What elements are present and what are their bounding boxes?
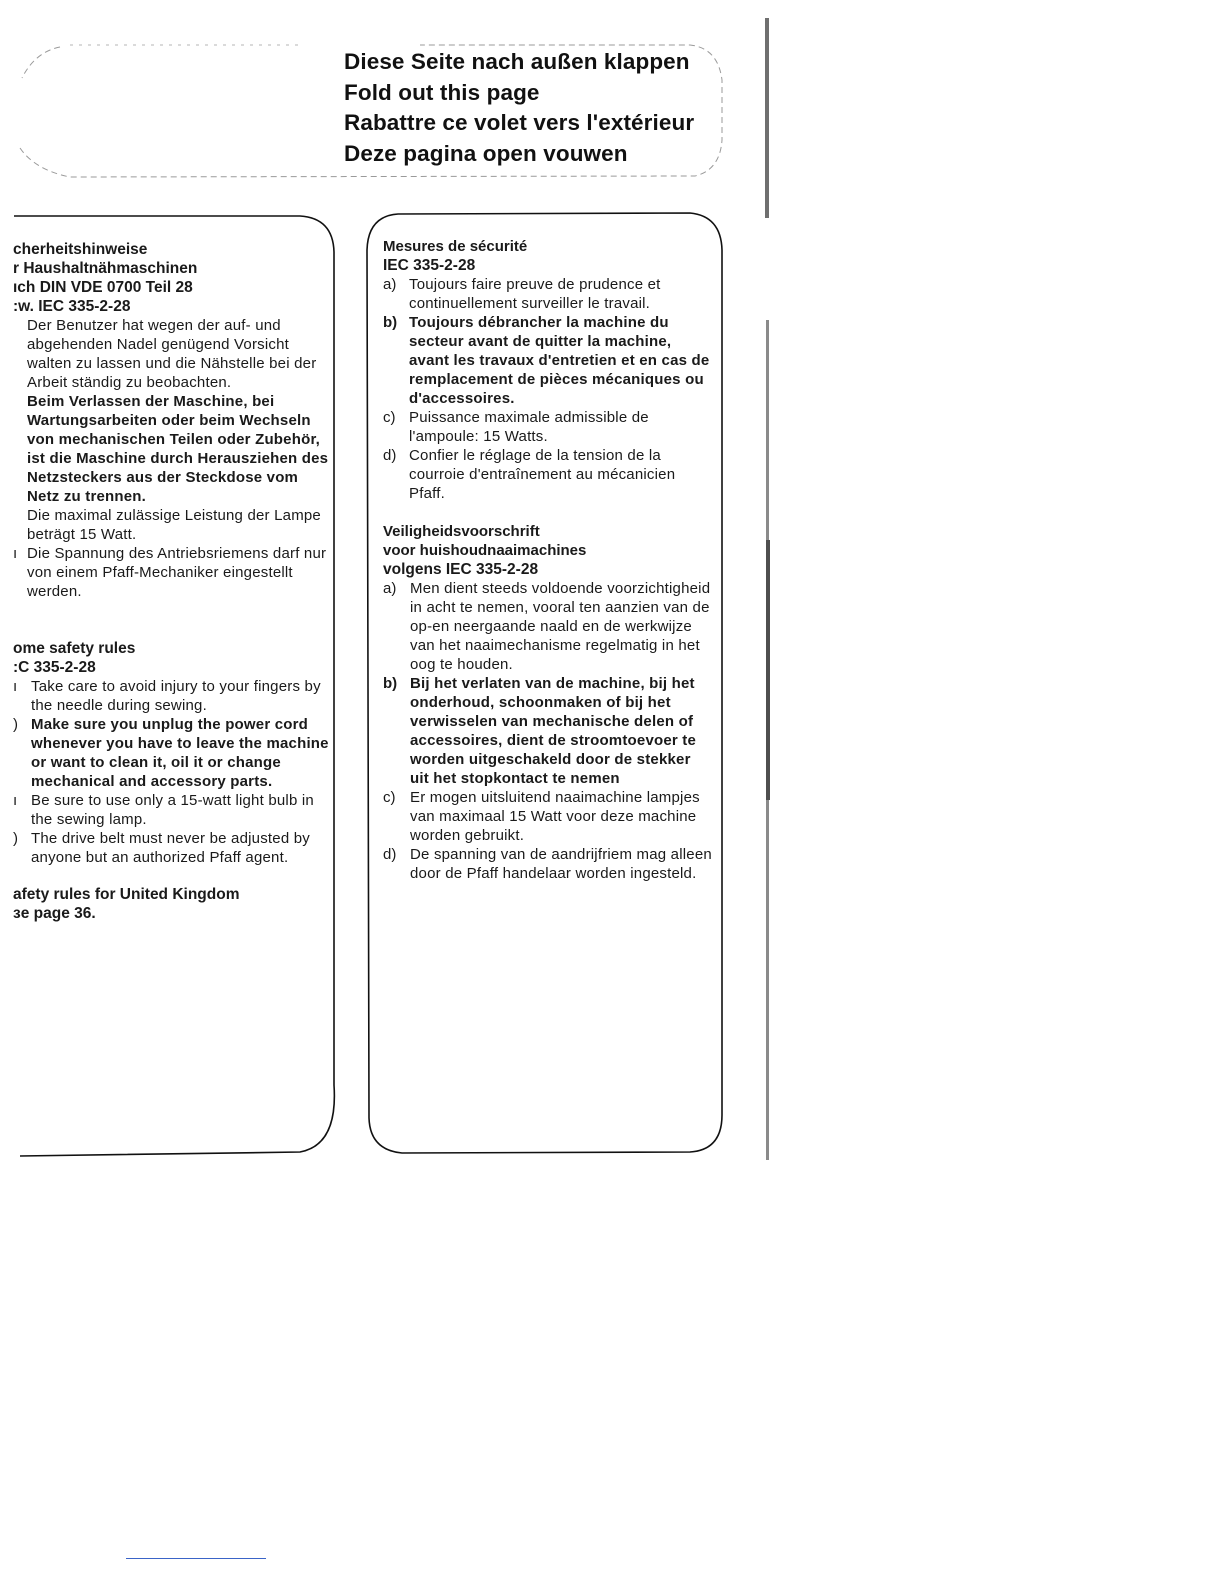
german-heading-line: cherheitshinweise bbox=[13, 241, 148, 258]
german-rule-b bbox=[13, 392, 331, 506]
german-rule-d bbox=[13, 544, 331, 601]
rule-marker: ) bbox=[13, 716, 18, 733]
german-heading-line: ıch DIN VDE 0700 Teil 28 bbox=[13, 279, 193, 296]
rule-marker: ı bbox=[13, 678, 18, 695]
scan-edge-dark bbox=[766, 540, 770, 800]
french-rule-a bbox=[383, 275, 713, 313]
dutch-rule-c bbox=[383, 788, 713, 845]
scan-edge-mid bbox=[766, 320, 769, 1160]
dutch-rule-a bbox=[383, 579, 713, 674]
banner-line-dutch: Deze pagina open vouwen bbox=[344, 140, 628, 166]
french-rule-b bbox=[383, 313, 713, 408]
rule-text: Be sure to use only a 15-watt light bulb in the sewing lamp. bbox=[31, 792, 314, 828]
dutch-heading-line: Veiligheidsvoorschrift bbox=[383, 523, 540, 540]
right-column bbox=[383, 237, 713, 883]
rule-marker: a) bbox=[383, 580, 397, 597]
rule-text: Beim Verlassen der Maschine, bei Wartungsarbeiten oder beim Wechseln von mechanischen Teilen oder Zubehör, ist die Maschine durch Herausziehen des Netzsteckers aus der Steckdose vom Netz zu trennen. bbox=[27, 393, 329, 505]
rule-text: The drive belt must never be adjusted by anyone but an authorized Pfaff agent. bbox=[31, 830, 310, 866]
rule-marker: ı bbox=[13, 792, 18, 809]
dutch-rule-b bbox=[383, 674, 713, 788]
rule-text: Puissance maximale admissible de l'ampoule: 15 Watts. bbox=[409, 409, 649, 445]
section-gap bbox=[383, 503, 713, 522]
french-section bbox=[383, 237, 713, 503]
fold-out-banner bbox=[344, 47, 724, 169]
left-column bbox=[13, 240, 331, 923]
rule-text: Confier le réglage de la tension de la courroie d'entraînement au mécanicien Pfaff. bbox=[409, 447, 676, 502]
scan-edge-top bbox=[765, 18, 769, 218]
rule-marker: d) bbox=[383, 846, 397, 863]
uk-note-line: ɜe page 36. bbox=[13, 905, 96, 922]
rule-marker: ı bbox=[13, 545, 18, 562]
uk-note bbox=[13, 885, 331, 923]
section-gap bbox=[13, 867, 331, 885]
english-section bbox=[13, 639, 331, 867]
english-rule-c bbox=[13, 791, 331, 829]
rule-text: Toujours débrancher la machine du secteur avant de quitter la machine, avant les travaux d'entretien et en cas de remplacement de pièces mécaniques ou d'accessoires. bbox=[409, 314, 710, 407]
english-heading-line: ome safety rules bbox=[13, 640, 136, 657]
banner-line-english: Fold out this page bbox=[344, 79, 540, 105]
german-heading-line: r Haushaltnähmaschinen bbox=[13, 260, 198, 277]
rule-marker: d) bbox=[383, 447, 397, 464]
french-heading-line: IEC 335-2-28 bbox=[383, 257, 476, 274]
rule-text: Bij het verlaten van de machine, bij het onderhoud, schoonmaken of bij het verwisselen van mechanische delen of accessoires, dient de stroomtoevoer te worden uitgeschakeld door de stekker uit het stopkontact te nemen bbox=[410, 675, 697, 787]
rule-text: Der Benutzer hat wegen der auf- und abgehenden Nadel genügend Vorsicht walten zu lassen und die Nähstelle bei der Arbeit ständig zu beobachten. bbox=[27, 317, 317, 391]
rule-text: Die maximal zulässige Leistung der Lampe beträgt 15 Watt. bbox=[27, 507, 321, 543]
rule-marker: ) bbox=[13, 830, 18, 847]
english-rule-a bbox=[13, 677, 331, 715]
german-rule-a bbox=[13, 316, 331, 392]
bottom-blue-rule bbox=[126, 1558, 266, 1559]
dutch-section bbox=[383, 522, 713, 883]
german-heading-line: :w. IEC 335-2-28 bbox=[13, 298, 131, 315]
uk-note-line: afety rules for United Kingdom bbox=[13, 886, 240, 903]
rule-marker: c) bbox=[383, 409, 396, 426]
english-heading-line: :C 335-2-28 bbox=[13, 659, 96, 676]
english-rule-b bbox=[13, 715, 331, 791]
dutch-heading-line: volgens IEC 335-2-28 bbox=[383, 561, 539, 578]
banner-line-french: Rabattre ce volet vers l'extérieur bbox=[344, 110, 695, 135]
rule-marker: b) bbox=[383, 314, 398, 331]
rule-text: Er mogen uitsluitend naaimachine lampjes van maximaal 15 Watt voor deze machine worden gebruikt. bbox=[410, 789, 700, 844]
english-rule-d bbox=[13, 829, 331, 867]
french-heading-line: Mesures de sécurité bbox=[383, 238, 528, 255]
banner-line-german: Diese Seite nach außen klappen bbox=[344, 49, 690, 74]
french-rule-d bbox=[383, 446, 713, 503]
rule-text: Die Spannung des Antriebsriemens darf nur von einem Pfaff-Mechaniker eingestellt werden. bbox=[27, 545, 327, 600]
french-rule-c bbox=[383, 408, 713, 446]
german-section bbox=[13, 240, 331, 601]
rule-marker: b) bbox=[383, 675, 398, 692]
rule-marker: a) bbox=[383, 276, 397, 293]
rule-text: Take care to avoid injury to your fingers by the needle during sewing. bbox=[31, 678, 321, 714]
german-rule-c bbox=[13, 506, 331, 544]
rule-marker: c) bbox=[383, 789, 396, 806]
rule-text: Make sure you unplug the power cord whenever you have to leave the machine or want to clean it, oil it or change mechanical and accessory parts. bbox=[31, 716, 329, 790]
rule-text: De spanning van de aandrijfriem mag alleen door de Pfaff handelaar worden ingesteld. bbox=[410, 846, 712, 882]
rule-text: Toujours faire preuve de prudence et continuellement surveiller le travail. bbox=[409, 276, 661, 312]
section-gap bbox=[13, 601, 331, 639]
rule-text: Men dient steeds voldoende voorzichtigheid in acht te nemen, vooral ten aanzien van de op-en neergaande naald en de werkwijze van het naaimechanisme regelmatig in het oog te houden. bbox=[410, 580, 711, 673]
dutch-rule-d bbox=[383, 845, 713, 883]
dutch-heading-line: voor huishoudnaaimachines bbox=[383, 542, 587, 559]
